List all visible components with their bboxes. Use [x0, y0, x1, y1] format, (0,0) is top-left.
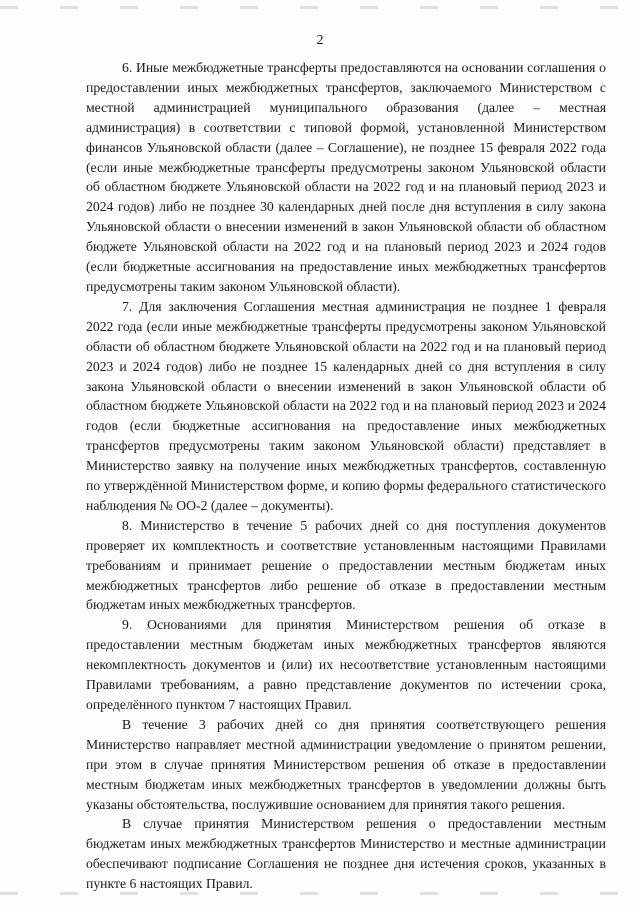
paragraph-9-agreement: В случае принятия Министерством решения о предоставлении местным бюджетам иных межбюджетных трансфертов Министерство и местные администрации обеспечивают подписание Соглашения не позднее дня истечения сроков, указанных в пункте 6 настоящих Правил.	[86, 816, 606, 892]
paragraph-8: 8. Министерство в течение 5 рабочих дней со дня поступления документов проверяет их комплектность и соответствие установленным настоящими Правилами требованиям и принимает решение о предоставлении местным бюджетам иных межбюджетных трансфертов либо решение об отказе в предоставлении местным бюджетам иных межбюджетных трансфертов.	[86, 517, 606, 613]
paragraph-9: 9. Основаниями для принятия Министерством решения об отказе в предоставлении местным бюджетам иных межбюджетных трансфертов являются некомплектность документов и (или) их несоответствие установленным настоящими Правилами требованиям, а равно представление документов по истечении срока, определённого пунктом 7 настоящих Правил.	[86, 617, 606, 712]
paragraph-6: 6. Иные межбюджетные трансферты предоставляются на основании соглашения о предоставлении иных межбюджетных трансфертов, заключаемого Министерством с местной администрацией муниципального образования (далее – местная администрация) в соответствии с типовой формой, установленной Министерством финансов Ульяновской области (далее – Соглашение), не позднее 15 февраля 2022 года (если иные межбюджетные трансферты предусмотрены законом Ульяновской области об областном бюджете Ульяновской области на 2022 год и на плановый период 2023 и 2024 годов) либо не позднее 30 календарных дней после дня вступления в силу закона Ульяновской области о внесении изменений в закон Ульяновской области об областном бюджете Ульяновской области на 2022 год и на плановый период 2023 и 2024 годов (если бюджетные ассигнования на предоставление иных межбюджетных трансфертов предусмотрены таким законом Ульяновской области).	[86, 60, 606, 294]
scan-artifact-bottom	[0, 892, 640, 895]
page-number: 2	[316, 33, 324, 48]
document-body	[86, 58, 606, 894]
paragraph-7: 7. Для заключения Соглашения местная администрация не позднее 1 февраля 2022 года (если иные межбюджетные трансферты предусмотрены законом Ульяновской области об областном бюджете Ульяновской области на 2022 год и на плановый период 2023 и 2024 годов) либо не позднее 15 календарных дней со дня вступления в силу закона Ульяновской области о внесении изменений в закон Ульяновской области об областном бюджете Ульяновской области на 2022 год и на плановый период 2023 и 2024 годов (если бюджетные ассигнования на предоставление иных межбюджетных трансфертов предусмотрены таким законом Ульяновской области) представляет в Министерство заявку на получение иных межбюджетных трансфертов, составленную по утверждённой Министерством форме, и копию формы федерального статистического наблюдения № ОО-2 (далее – документы).	[86, 298, 606, 513]
scan-artifact-top	[0, 6, 640, 9]
paragraph-9-notification: В течение 3 рабочих дней со дня принятия соответствующего решения Министерство направляет местной администрации уведомление о принятом решении, при этом в случае принятия Министерством решения об отказе в предоставлении местным бюджетам иных межбюджетных трансфертов в уведомлении должны быть указаны обстоятельства, послужившие основанием для принятия такого решения.	[86, 716, 606, 812]
